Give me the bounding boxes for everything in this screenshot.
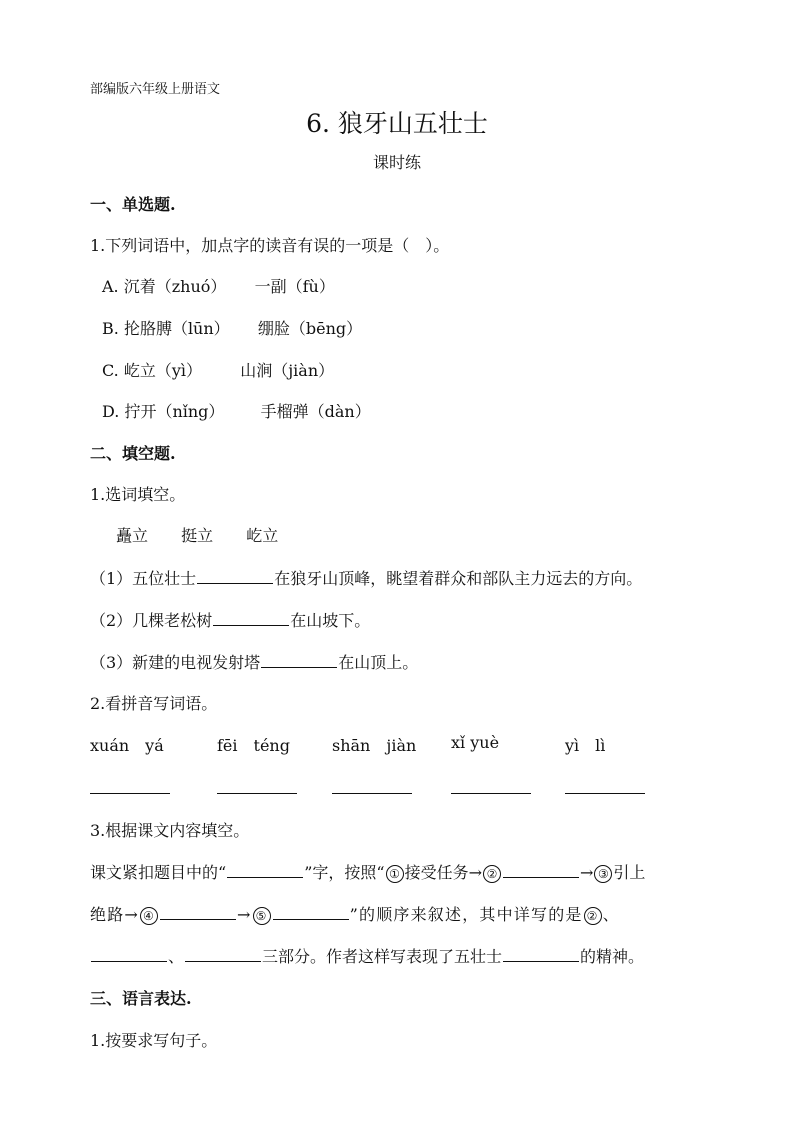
- circled-number: ①: [386, 865, 404, 883]
- question-3-1: 1.按要求写句子。: [90, 1031, 218, 1050]
- answer-blank[interactable]: [261, 666, 337, 668]
- question-1-1: 1.下列词语中，加点字的读音有误的一项是（ ）。: [90, 236, 450, 255]
- para-text: 、: [168, 947, 185, 966]
- pinyin-2: fēi téng: [217, 736, 290, 755]
- pinyin-3: shān jiàn: [332, 736, 417, 755]
- answer-blank[interactable]: [91, 960, 167, 962]
- word-choices: [116, 523, 306, 546]
- para-text: 、: [602, 905, 620, 924]
- page-title: 6. 狼牙山五壮士: [306, 109, 488, 138]
- option-label: D.: [102, 402, 120, 421]
- question-2-2: 2.看拼音写词语。: [90, 694, 218, 713]
- pinyin-answer-line[interactable]: [451, 793, 531, 794]
- answer-blank[interactable]: [213, 624, 289, 626]
- para-text: ”字，按照“: [304, 863, 385, 882]
- pinyin-answer-line[interactable]: [565, 793, 645, 794]
- pinyin-answer-line[interactable]: [217, 793, 297, 794]
- section-heading-fill-blank: 二、填空题.: [90, 444, 176, 463]
- option-word-2: 绷脸（bēng）: [257, 319, 363, 338]
- section-heading-single-choice: 一、单选题.: [90, 195, 176, 214]
- answer-blank[interactable]: [197, 582, 273, 584]
- circled-number: ②: [483, 865, 501, 883]
- page-subtitle: 课时练: [372, 153, 421, 172]
- word-choice: 挺立: [181, 526, 214, 545]
- answer-blank[interactable]: [160, 918, 236, 920]
- option-word-1: 抡胳膊（lūn）: [123, 319, 230, 338]
- option-label: C.: [102, 361, 119, 380]
- option-a[interactable]: [102, 274, 335, 297]
- para-text: ”的顺序来叙述，其中详写的是: [349, 905, 583, 924]
- option-word-2: 手榴弹（dàn）: [260, 402, 371, 421]
- option-word-1: 拧开（nǐng）: [124, 402, 225, 421]
- para-text: →: [237, 905, 252, 924]
- word-choice: 屹立: [246, 526, 279, 545]
- question-2-3: 3.根据课文内容填空。: [90, 821, 250, 840]
- option-c[interactable]: [102, 358, 334, 381]
- para-text: 的精神。: [580, 947, 645, 966]
- sentence-text: 在山坡下。: [290, 611, 371, 630]
- option-b[interactable]: [102, 316, 362, 339]
- para-text: 接受任务→: [404, 863, 482, 882]
- circled-number: ③: [594, 865, 612, 883]
- pinyin-answer-line[interactable]: [332, 793, 412, 794]
- para-text: 课文紧扣题目中的“: [90, 863, 227, 882]
- fill-sentence-1: [90, 566, 642, 589]
- circled-number: ②: [584, 907, 602, 925]
- para-text: 绝路→: [90, 905, 140, 924]
- option-label: B.: [102, 319, 119, 338]
- option-d[interactable]: [102, 399, 371, 422]
- answer-blank[interactable]: [273, 918, 349, 920]
- pinyin-5: yì lì: [565, 736, 606, 755]
- pinyin-answer-line[interactable]: [90, 793, 170, 794]
- option-word-2: 一副（fù）: [254, 277, 335, 296]
- option-word-1: 屹立（yì）: [123, 361, 203, 380]
- fill-sentence-2: [90, 608, 370, 631]
- answer-blank[interactable]: [503, 960, 579, 962]
- sentence-text: （3）新建的电视发射塔: [90, 653, 261, 672]
- paragraph-line-3: [90, 944, 644, 967]
- circled-number: ⑤: [253, 907, 271, 925]
- sentence-text: （2）几棵老松树: [90, 611, 213, 630]
- answer-blank[interactable]: [185, 960, 261, 962]
- option-word-2: 山涧（jiàn）: [240, 361, 335, 380]
- fill-sentence-3: [90, 650, 418, 673]
- question-2-1: 1.选词填空。: [90, 485, 186, 504]
- para-text: →: [579, 863, 594, 882]
- document-header: 部编版六年级上册语文: [90, 82, 221, 97]
- answer-blank[interactable]: [227, 876, 303, 878]
- sentence-text: （1）五位壮士: [90, 569, 197, 588]
- paragraph-line-2: [90, 902, 620, 925]
- pinyin-1: xuán yá: [90, 736, 164, 755]
- section-heading-language-expression: 三、语言表达.: [90, 989, 192, 1008]
- option-word-1: 沉着（zhuó）: [123, 277, 227, 296]
- para-text: 三部分。作者这样写表现了五壮士: [262, 947, 503, 966]
- para-text: 引上: [613, 863, 646, 882]
- word-choice: 矗立: [116, 526, 149, 545]
- answer-blank[interactable]: [503, 876, 579, 878]
- pinyin-4: xǐ yuè: [451, 733, 500, 752]
- paragraph-line-1: [90, 860, 645, 883]
- option-label: A.: [102, 277, 119, 296]
- circled-number: ④: [140, 907, 158, 925]
- sentence-text: 在狼牙山顶峰，眺望着群众和部队主力远去的方向。: [274, 569, 643, 588]
- sentence-text: 在山顶上。: [338, 653, 419, 672]
